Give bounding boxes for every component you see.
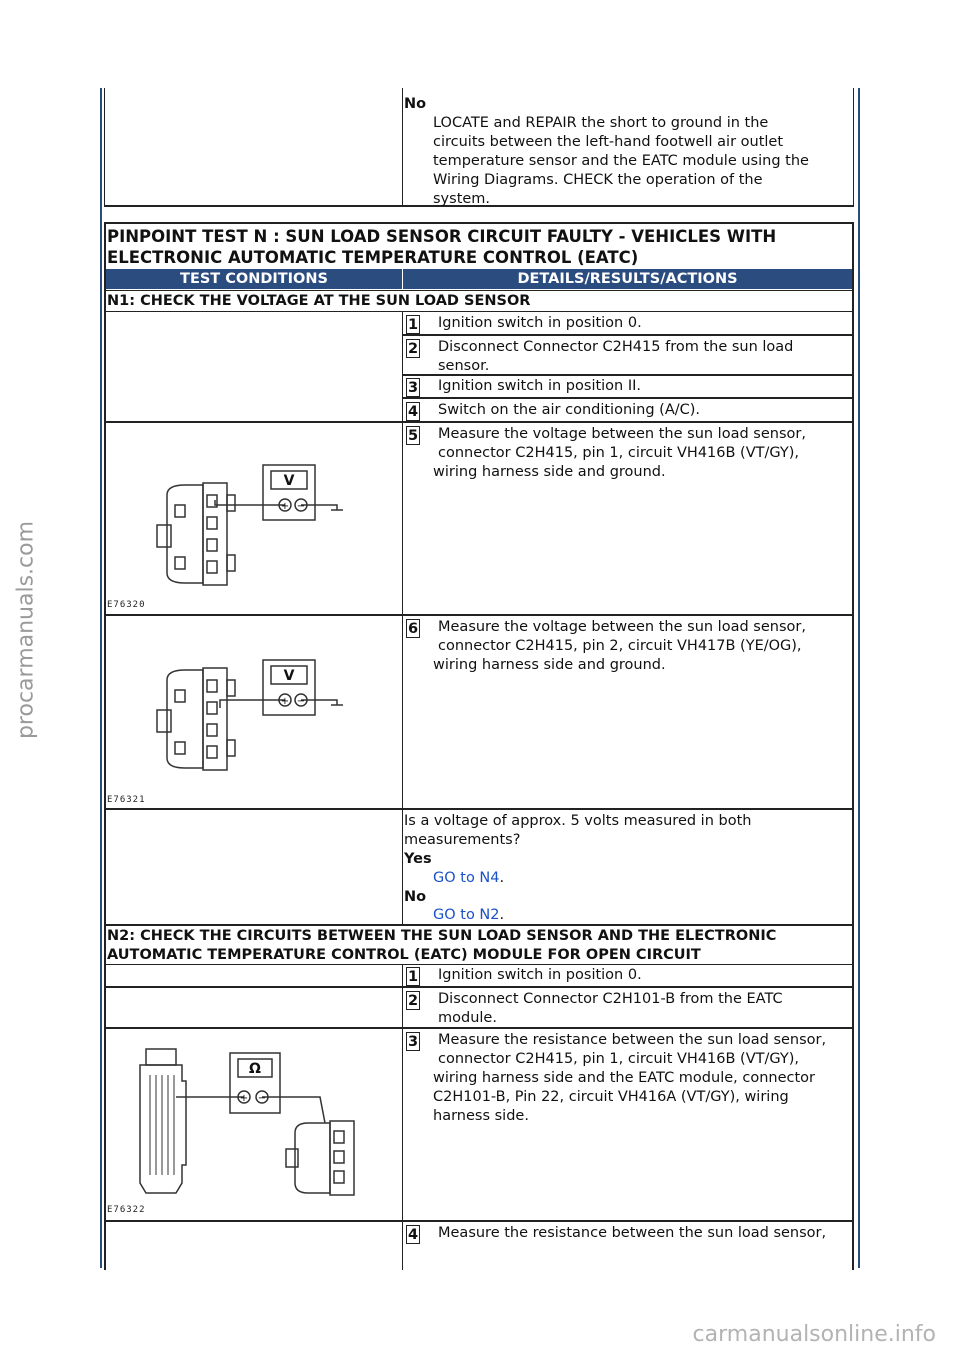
n2-step-1-text: Ignition switch in position 0. [438, 967, 642, 983]
ohmmeter-diagram [130, 1045, 370, 1200]
n1-row-rule-5 [106, 614, 852, 616]
fig-label-e76320: E76320 [107, 600, 146, 610]
voltmeter-symbol: V [283, 668, 295, 684]
n2-row-rule-3 [106, 1220, 852, 1222]
n1-step-2-text: Disconnect Connector C2H415 from the sun load sensor. [438, 339, 794, 374]
n1-no-label: No [404, 889, 427, 905]
voltmeter-symbol: V [283, 473, 295, 489]
n2-heading: N2: CHECK THE CIRCUITS BETWEEN THE SUN LOAD SENSOR AND THE ELECTRONIC AUTOMATIC TEMPERATURE CONTROL (EATC) MODULE FOR OPEN CIRCUIT [107, 928, 777, 963]
col-header-details: DETAILS/RESULTS/ACTIONS [403, 269, 852, 289]
n2-step-3-number: 3 [407, 1034, 419, 1050]
n2-heading-bottom-rule [106, 964, 852, 965]
n1-yes-action: GO to N4. [433, 870, 505, 886]
n1-row-rule-6 [106, 808, 852, 810]
n2-step-4-number: 4 [407, 1227, 419, 1243]
top-result-divider [402, 88, 403, 207]
minus-terminal-symbol: − [296, 696, 306, 707]
n1-step-3-number: 3 [407, 380, 419, 396]
n1-row-rule-3 [403, 397, 852, 399]
n1-col-divider [402, 311, 403, 925]
ohmmeter-symbol: Ω [249, 1061, 261, 1077]
n2-heading-top-rule [106, 924, 852, 926]
n2-step-2-number: 2 [407, 993, 419, 1009]
n1-yes-label: Yes [404, 851, 432, 867]
minus-terminal-symbol: − [257, 1093, 267, 1104]
fig-label-e76322: E76322 [107, 1205, 146, 1215]
n1-question: Is a voltage of approx. 5 volts measured in both measurements? [404, 813, 752, 848]
n1-step-4-number: 4 [407, 404, 419, 420]
page-right-rule [858, 88, 860, 1268]
col-header-conditions: TEST CONDITIONS [106, 269, 402, 289]
test-title: PINPOINT TEST N : SUN LOAD SENSOR CIRCUIT FAULTY - VEHICLES WITH ELECTRONIC AUTOMATIC TEMPERATURE CONTROL (EATC) [107, 227, 777, 267]
goto-n2-link[interactable]: GO to N2 [433, 907, 500, 923]
voltmeter-diagram-pin1 [145, 455, 355, 595]
n1-step-1-number: 1 [407, 317, 419, 333]
minus-terminal-symbol: − [296, 501, 306, 512]
n1-heading-bottom-rule [106, 311, 852, 312]
n2-step-2-text: Disconnect Connector C2H101-B from the EATC module. [438, 991, 783, 1026]
n1-row-rule-2 [403, 374, 852, 376]
n2-col-divider [402, 964, 403, 1270]
top-no-text: LOCATE and REPAIR the short to ground in the circuits between the left-hand footwell air outlet temperature sensor and the EATC module using the Wiring Diagrams. CHECK the operation of the system. [433, 115, 809, 207]
n1-step-1-text: Ignition switch in position 0. [438, 315, 642, 331]
page-left-rule [100, 88, 102, 1268]
n1-no-action: GO to N2. [433, 907, 505, 923]
n1-step-4-text: Switch on the air conditioning (A/C). [438, 402, 701, 418]
bottom-watermark: carmanualsonline.info [692, 1322, 936, 1347]
n1-step-6-number: 6 [407, 621, 419, 637]
n2-row-rule-1 [106, 986, 852, 988]
n1-step-5-number: 5 [407, 428, 419, 444]
goto-n4-link[interactable]: GO to N4 [433, 870, 500, 886]
plus-terminal-symbol: + [280, 501, 290, 512]
top-no-label: No [404, 96, 427, 112]
voltmeter-diagram-pin2 [145, 650, 355, 790]
n2-row-rule-2 [106, 1027, 852, 1029]
n1-step-2-number: 2 [407, 341, 419, 357]
n2-step-3-text: Measure the resistance between the sun load sensor, connector C2H415, pin 1, circuit VH416B (VT/GY), wiring harness side and the EATC module, connector C2H101-B, Pin 22, circuit VH416A (VT/GY), wiring harness side. [433, 1032, 827, 1124]
n1-step-6-text: Measure the voltage between the sun load sensor, connector C2H415, pin 2, circuit VH417B (YE/OG), wiring harness side and ground. [433, 619, 806, 673]
n1-heading: N1: CHECK THE VOLTAGE AT THE SUN LOAD SENSOR [107, 293, 531, 309]
n1-step-5-text: Measure the voltage between the sun load sensor, connector C2H415, pin 1, circuit VH416B (VT/GY), wiring harness side and ground. [433, 426, 806, 480]
n1-row-rule-1 [403, 334, 852, 336]
n1-step-3-text: Ignition switch in position II. [438, 378, 642, 394]
n1-heading-top-rule [106, 290, 852, 291]
plus-terminal-symbol: + [280, 696, 290, 707]
side-watermark: procarmanuals.com [13, 520, 39, 740]
n1-row-rule-4 [106, 421, 852, 423]
n2-step-4-text: Measure the resistance between the sun load sensor, [438, 1225, 827, 1241]
fig-label-e76321: E76321 [107, 795, 146, 805]
plus-terminal-symbol: + [239, 1093, 249, 1104]
n2-step-1-number: 1 [407, 969, 419, 985]
